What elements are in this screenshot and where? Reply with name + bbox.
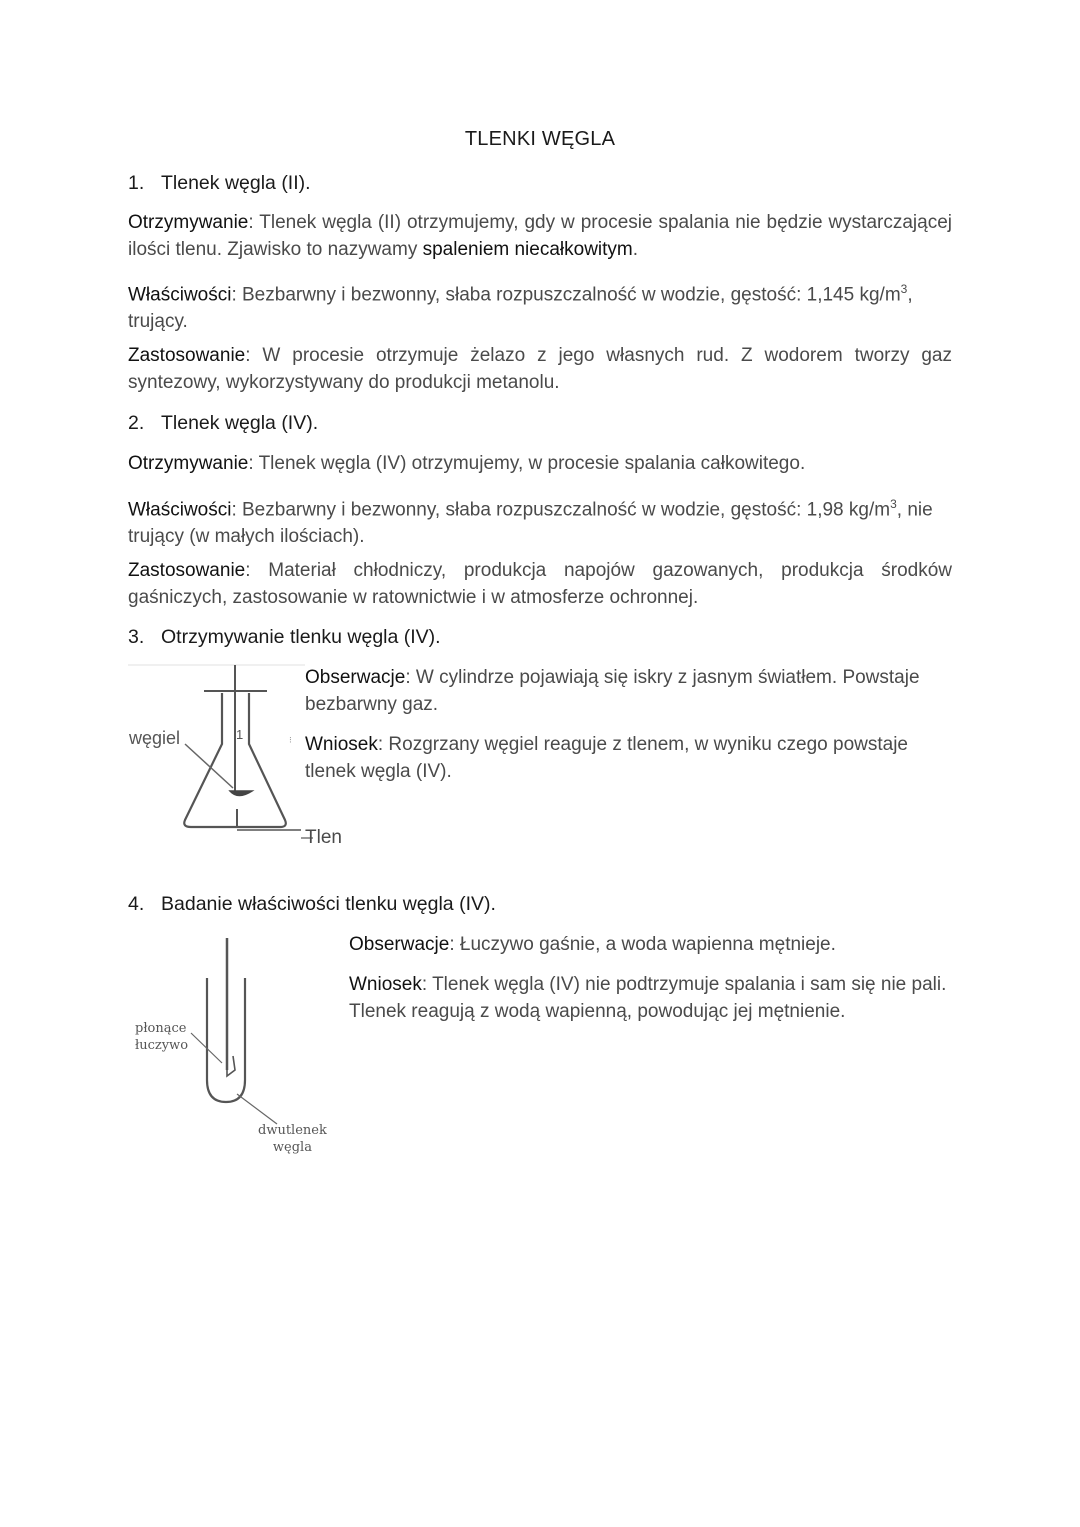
wniosek-label: Wniosek (305, 734, 378, 755)
section-1-otrzymywanie (128, 210, 952, 263)
wlasciwosci-sup: 3 (900, 282, 908, 296)
wlasciwosci-label: Właściwości (128, 499, 232, 521)
section-1-title: Tlenek węgla (II). (161, 172, 311, 194)
gas-label-line-2: węgla (272, 1140, 312, 1155)
zastosowanie-label: Zastosowanie (128, 345, 246, 366)
section-2-otrzymywanie (128, 451, 952, 478)
obserwacje-label: Obserwacje (349, 934, 450, 955)
section-3-obserwacje (305, 665, 955, 718)
section-1-number: 1. (128, 172, 145, 194)
section-1-heading (128, 172, 311, 195)
section-3-wniosek (305, 732, 955, 785)
section-3-number: 3. (128, 626, 145, 648)
wniosek-text: : Rozgrzany węgiel reaguje z tlenem, w wyniku czego powstaje tlenek węgla (IV). (305, 734, 909, 782)
section-1-zastosowanie (128, 343, 952, 396)
section-4-heading (128, 893, 496, 916)
flask-diagram (125, 660, 325, 850)
otrzymywanie-text: : Tlenek węgla (IV) otrzymujemy, w procesie spalania całkowitego. (248, 453, 806, 474)
gas-label-line-1: dwutlenek (258, 1123, 327, 1138)
splint-label-line-1: płonące (135, 1021, 187, 1036)
zastosowanie-text: : Materiał chłodniczy, produkcja napojów gazowanych, produkcja środków gaśniczych, zastosowanie w ratownictwie i w atmosferze ochronnej. (128, 560, 952, 608)
gas-pointer-line (237, 1094, 277, 1124)
section-2-number: 2. (128, 412, 145, 434)
splint-label (135, 1020, 188, 1054)
otrzymywanie-emphasis: spaleniem niecałkowitym (422, 238, 633, 260)
obserwacje-label: Obserwacje (305, 667, 406, 688)
zastosowanie-label: Zastosowanie (128, 560, 246, 581)
coal-spoon (230, 791, 252, 796)
section-2-title: Tlenek węgla (IV). (161, 412, 319, 434)
number-mark: ⁝ (289, 736, 292, 746)
section-4-obserwacje (349, 932, 949, 959)
wlasciwosci-text: : Bezbarwny i bezwonny, słaba rozpuszczalność w wodzie, gęstość: 1,98 kg/m (231, 499, 891, 521)
section-4-title: Badanie właściwości tlenku węgla (IV). (161, 893, 496, 915)
section-2-heading (128, 412, 318, 435)
obserwacje-text: : W cylindrze pojawiają się iskry z jasnym światłem. Powstaje bezbarwny gaz. (305, 667, 920, 715)
wlasciwosci-end: , trujący. (128, 284, 913, 332)
page-title: TLENKI WĘGLA (464, 128, 616, 150)
section-2-wlasciwosci (128, 491, 952, 550)
oxygen-label: Tlen (305, 827, 342, 848)
coal-label: węgiel (129, 728, 181, 748)
section-3-title: Otrzymywanie tlenku węgla (IV). (161, 626, 441, 648)
wniosek-label: Wniosek (349, 974, 422, 995)
zastosowanie-text: : W procesie otrzymuje żelazo z jego własnych rud. Z wodorem tworzy gaz syntezowy, wykorzystywany do produkcji metanolu. (128, 345, 952, 393)
section-4-number: 4. (128, 893, 145, 915)
obserwacje-text: : Łuczywo gaśnie, a woda wapienna mętnieje. (449, 934, 836, 955)
splint-label-line-2: łuczywo (135, 1038, 189, 1053)
section-3-heading (128, 626, 441, 649)
otrzymywanie-text: : Tlenek węgla (II) otrzymujemy, gdy w procesie spalania nie będzie wystarczającej ilości tlenu. Zjawisko to nazywamy (128, 212, 952, 260)
wlasciwosci-sup: 3 (890, 497, 897, 511)
otrzymywanie-end: . (632, 238, 639, 260)
wlasciwosci-end: , nie trujący (w małych ilościach). (128, 499, 933, 547)
flask-number-label: 1 (236, 727, 244, 742)
section-4-wniosek (349, 972, 949, 1025)
coal-pointer-line (185, 744, 233, 788)
section-2-zastosowanie (128, 558, 952, 611)
otrzymywanie-label: Otrzymywanie (128, 212, 249, 233)
wlasciwosci-label: Właściwości (128, 284, 232, 306)
section-1-wlasciwosci (128, 276, 952, 335)
wniosek-text: : Tlenek węgla (IV) nie podtrzymuje spalania i sam się nie pali. Tlenek reagują z wodą wapienną, powodując jej mętnienie. (349, 974, 947, 1022)
wlasciwosci-text: : Bezbarwny i bezwonny, słaba rozpuszczalność w wodzie, gęstość: 1,145 kg/m (231, 284, 901, 306)
otrzymywanie-label: Otrzymywanie (128, 453, 249, 474)
carbon-dioxide-label (258, 1122, 327, 1156)
